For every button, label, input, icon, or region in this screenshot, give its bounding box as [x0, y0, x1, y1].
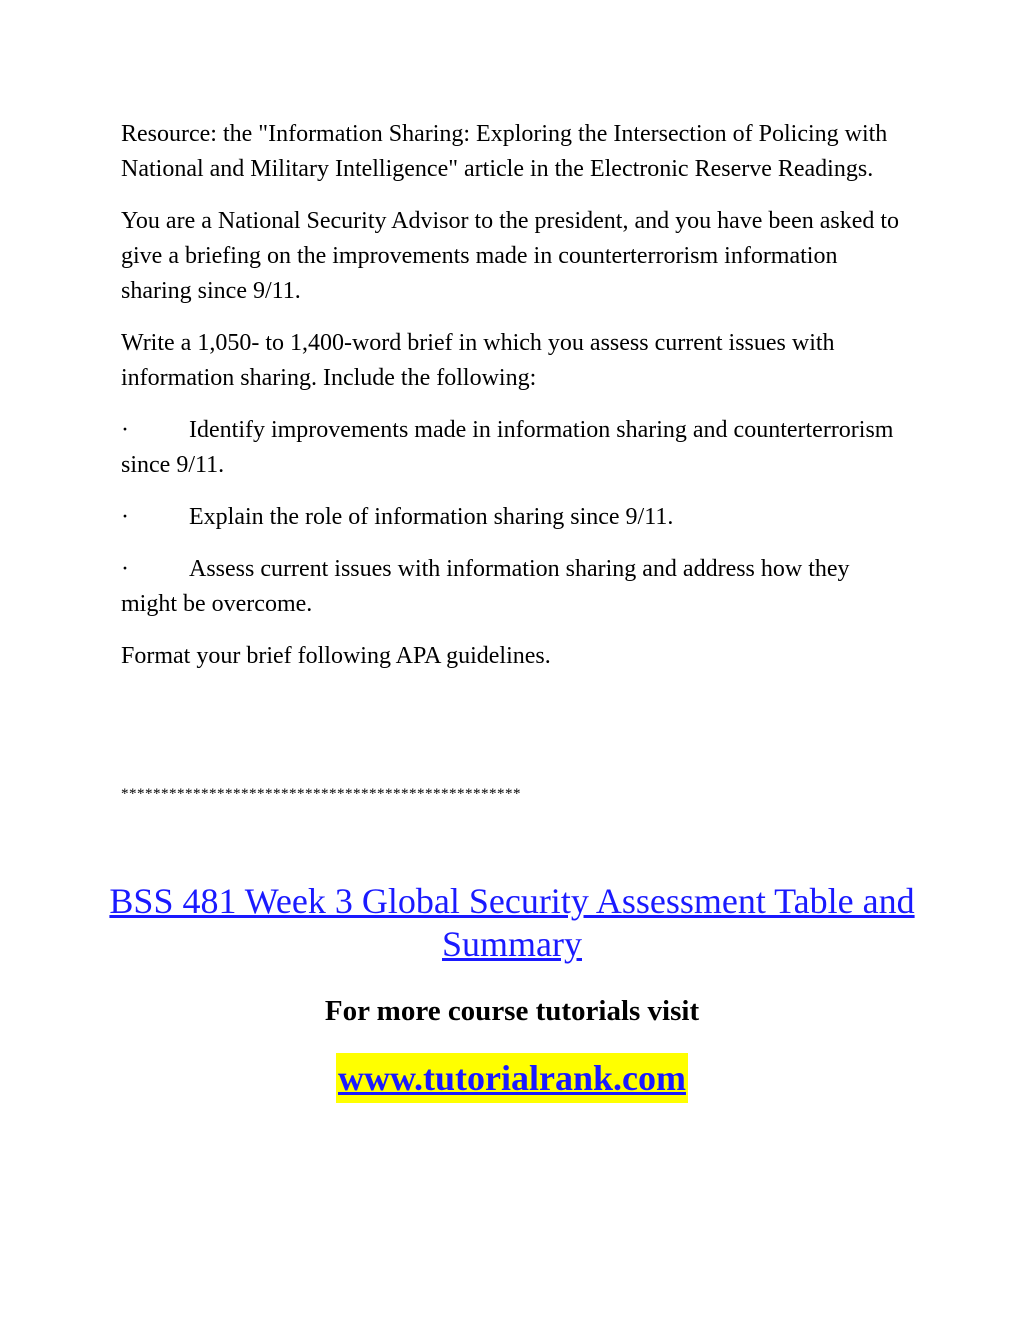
assignment-paragraph: Write a 1,050- to 1,400-word brief in which you assess current issues with information sharing. Include the following:: [121, 330, 835, 391]
resource-paragraph: Resource: the "Information Sharing: Exploring the Intersection of Policing with National and Military Intelligence" article in the Electronic Reserve Readings.: [121, 121, 888, 182]
bullet-mark: ·: [121, 417, 129, 443]
next-course-title-link[interactable]: BSS 481 Week 3 Global Security Assessment Table and Summary: [109, 881, 915, 964]
bullet-item: [121, 552, 911, 622]
format-paragraph: Format your brief following APA guidelines.: [121, 643, 551, 669]
advisor-paragraph: You are a National Security Advisor to the president, and you have been asked to give a briefing on the improvements made in counterterrorism information sharing since 9/11.: [121, 208, 900, 304]
asterisk-separator: **************************************************: [121, 786, 521, 802]
bullet-text: Explain the role of information sharing since 9/11.: [189, 504, 674, 530]
bullet-text: Assess current issues with information sharing and address how they might be overcome.: [121, 556, 850, 617]
bullet-text: Identify improvements made in information sharing and counterterrorism since 9/11.: [121, 417, 894, 478]
bullet-item: [121, 413, 911, 483]
assignment-body: [121, 117, 911, 691]
site-link-wrapper: [0, 1053, 1024, 1103]
bullet-mark: ·: [121, 556, 129, 582]
visit-text: For more course tutorials visit: [324, 995, 700, 1027]
bullet-mark: ·: [121, 504, 129, 530]
bullet-item: [121, 500, 911, 535]
site-url-link[interactable]: www.tutorialrank.com: [336, 1053, 688, 1103]
